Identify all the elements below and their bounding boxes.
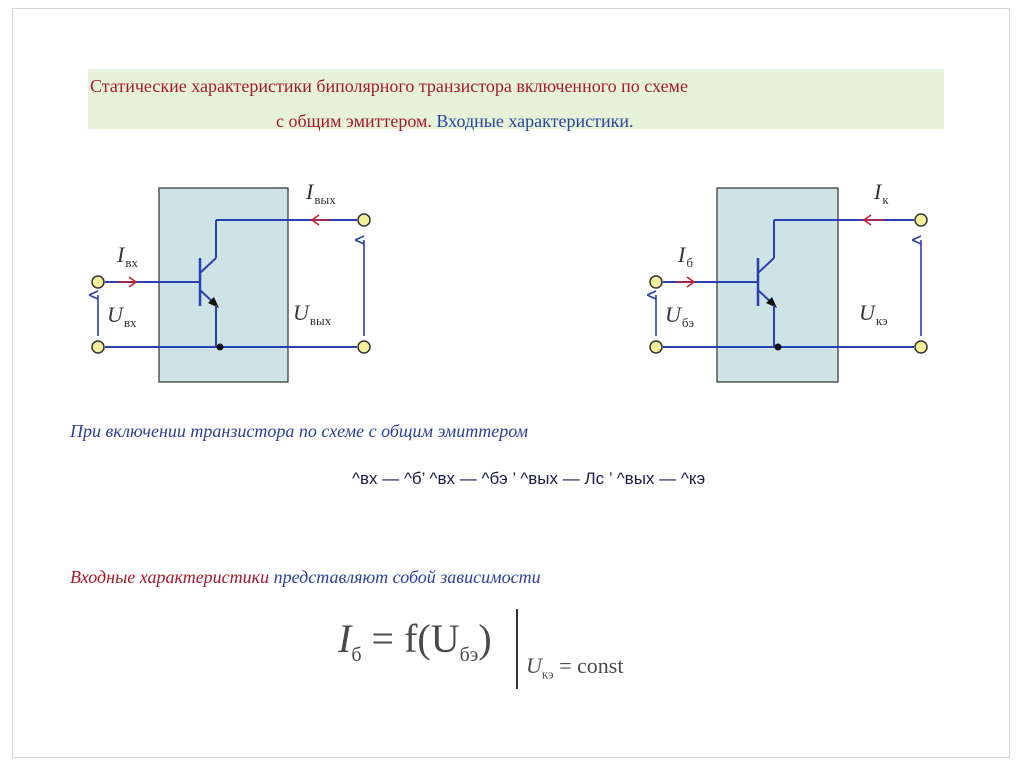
junction-dot — [775, 344, 782, 351]
transistor-box — [717, 188, 838, 382]
input-current-arrow — [676, 277, 694, 287]
transistor-box — [159, 188, 288, 382]
terminal — [92, 276, 104, 288]
terminal — [650, 341, 662, 353]
output-current-arrow — [864, 215, 884, 225]
title-part-blue: Входные характеристики. — [431, 111, 634, 131]
formula-main: $I_б = f(U_{бэ})$ — [338, 616, 492, 666]
relations-formula: ^вх — ^б’ ^вх — ^бэ ’ ^вых — Лс ’ ^вых — ^кэ — [352, 469, 706, 488]
input-current-arrow — [118, 277, 136, 287]
output-current-arrow — [312, 215, 330, 225]
output-current-label: $I_к$ — [874, 179, 889, 207]
left-circuit — [92, 179, 370, 382]
formula-condition: $U_{кэ}$ = const — [526, 653, 624, 682]
right-circuit — [650, 179, 927, 382]
input-voltage-label: $U_{вх}$ — [107, 302, 137, 330]
output-voltage-label: $U_{кэ}$ — [859, 300, 888, 328]
input-characteristics-rest: представляют собой зависимости — [269, 567, 541, 587]
intro-text: При включении транзистора по схеме с общим эмиттером — [70, 421, 529, 441]
formula-condition-bar — [516, 609, 518, 689]
input-current-label: $I_{вх}$ — [117, 242, 138, 270]
input-voltage-label: $U_{бэ}$ — [665, 302, 695, 330]
terminal — [915, 214, 927, 226]
terminal — [358, 214, 370, 226]
output-current-label: $I_{вых}$ — [306, 179, 336, 207]
input-current-label: $I_б$ — [678, 242, 693, 270]
slide-title-line-1: Статические характеристики биполярного транзистора включенного по схеме — [90, 76, 688, 96]
input-characteristics-term: Входные характеристики — [70, 567, 270, 587]
terminal — [92, 341, 104, 353]
terminal — [650, 276, 662, 288]
dependency-formula — [330, 605, 650, 695]
title-part-red: с общим эмиттером. — [276, 111, 432, 131]
junction-dot — [217, 344, 224, 351]
input-characteristics-text — [70, 567, 541, 588]
output-voltage-label: $U_{вых}$ — [293, 300, 332, 328]
terminal — [358, 341, 370, 353]
terminal — [915, 341, 927, 353]
